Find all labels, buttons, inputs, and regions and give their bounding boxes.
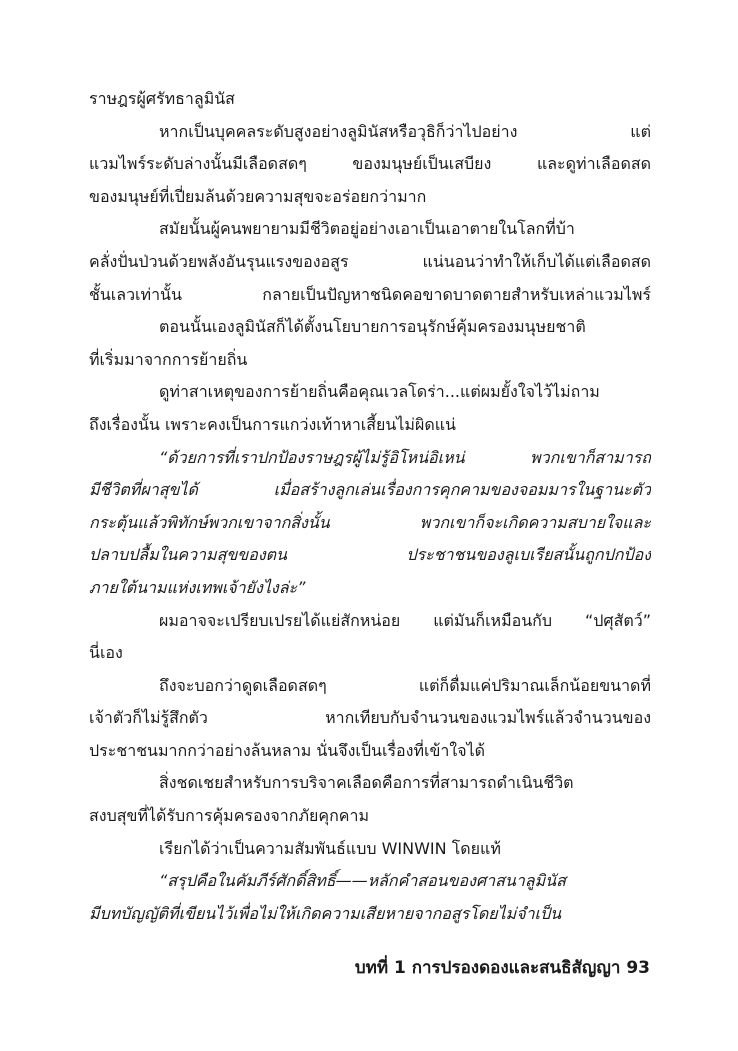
- text-line: ภายใต้นามแห่งเทพเจ้ายังไงล่ะ”: [89, 577, 306, 597]
- text-line: ผมอาจจะเปรียบเปรยได้แย่สักหน่อย แต่มันก็เหมือนกับ “ปศุสัตว์”: [159, 610, 651, 630]
- text-line: ราษฎรผู้ศรัทธาลูมินัส: [89, 89, 235, 108]
- text-line: ถึงจะบอกว่าดูดเลือดสดๆ แต่ก็ดื่มแค่ปริมาณเล็กน้อยขนาดที่: [159, 675, 651, 695]
- text-line: ของมนุษย์ที่เปี่ยมล้นด้วยความสุขจะอร่อยกว่ามาก: [89, 186, 427, 206]
- text-line: “สรุปคือในคัมภีร์ศักดิ์สิทธิ์——หลักคำสอนของศาสนาลูมินัส: [159, 871, 566, 891]
- text-line: สิ่งชดเชยสำหรับการบริจาคเลือดคือการที่สามารถดำเนินชีวิต: [159, 773, 574, 793]
- text-line: เจ้าตัวก็ไม่รู้สึกตัว หากเทียบกับจำนวนของแวมไพร์แล้วจำนวนของ: [89, 708, 651, 728]
- text-line: คลั่งปั่นป่วนด้วยพลังอันรุนแรงของอสูร แน่นอนว่าทำให้เก็บได้แต่เลือดสด: [89, 251, 651, 271]
- text-line: สมัยนั้นผู้คนพยายามมีชีวิตอยู่อย่างเอาเป็นเอาตายในโลกที่บ้า: [159, 219, 575, 239]
- text-line: นี่เอง: [89, 643, 123, 663]
- text-line: หากเป็นบุคคลระดับสูงอย่างลูมินัสหรือวุธิก็ว่าไปอย่าง แต่: [159, 121, 651, 141]
- text-line: มีบทบัญญัติที่เขียนไว้เพื่อไม่ให้เกิดความเสียหายจากอสูรโดยไม่จำเป็น: [89, 903, 562, 923]
- page-footer: บทที่ 1 การปรองดองและสนธิสัญญา 93: [354, 958, 650, 978]
- text-line: ที่เริ่มมาจากการย้ายถิ่น: [89, 349, 248, 369]
- text-line: มีชีวิตที่ผาสุขได้ เมื่อสร้างลูกเล่นเรื่องการคุกคามของจอมมารในฐานะตัว: [89, 480, 651, 500]
- text-line: สงบสุขที่ได้รับการคุ้มครองจากภัยคุกคาม: [89, 806, 369, 826]
- text-line: “ด้วยการที่เราปกป้องราษฎรผู้ไม่รู้อิโหน่อิเหน่ พวกเขาก็สามารถ: [159, 447, 651, 467]
- text-line: ประชาชนมากกว่าอย่างล้นหลาม นั่นจึงเป็นเรื่องที่เข้าใจได้: [89, 740, 486, 760]
- text-line: ดูท่าสาเหตุของการย้ายถิ่นคือคุณเวลโดร่า...แต่ผมยั้งใจไว้ไม่ถาม: [159, 382, 600, 402]
- text-line: แวมไพร์ระดับล่างนั้นมีเลือดสดๆ ของมนุษย์เป็นเสบียง และดูท่าเลือดสด: [89, 154, 651, 174]
- body-text: [89, 83, 651, 930]
- text-line: ตอนนั้นเองลูมินัสก็ได้ตั้งนโยบายการอนุรักษ์คุ้มครองมนุษยชาติ: [159, 317, 586, 337]
- text-line: ชั้นเลวเท่านั้น กลายเป็นปัญหาชนิดคอขาดบาดตายสำหรับเหล่าแวมไพร์: [89, 284, 651, 304]
- text-line: ถึงเรื่องนั้น เพราะคงเป็นการแกว่งเท้าหาเสี้ยนไม่ผิดแน่: [89, 414, 456, 434]
- text-line: เรียกได้ว่าเป็นความสัมพันธ์แบบ WINWIN โดยแท้: [159, 838, 501, 858]
- text-line: ปลาบปลื้มในความสุขของตน ประชาชนของลูเบเรียสนั้นถูกปกป้อง: [89, 545, 651, 565]
- text-line: กระตุ้นแล้วพิทักษ์พวกเขาจากสิ่งนั้น พวกเขาก็จะเกิดความสบายใจและ: [89, 512, 651, 532]
